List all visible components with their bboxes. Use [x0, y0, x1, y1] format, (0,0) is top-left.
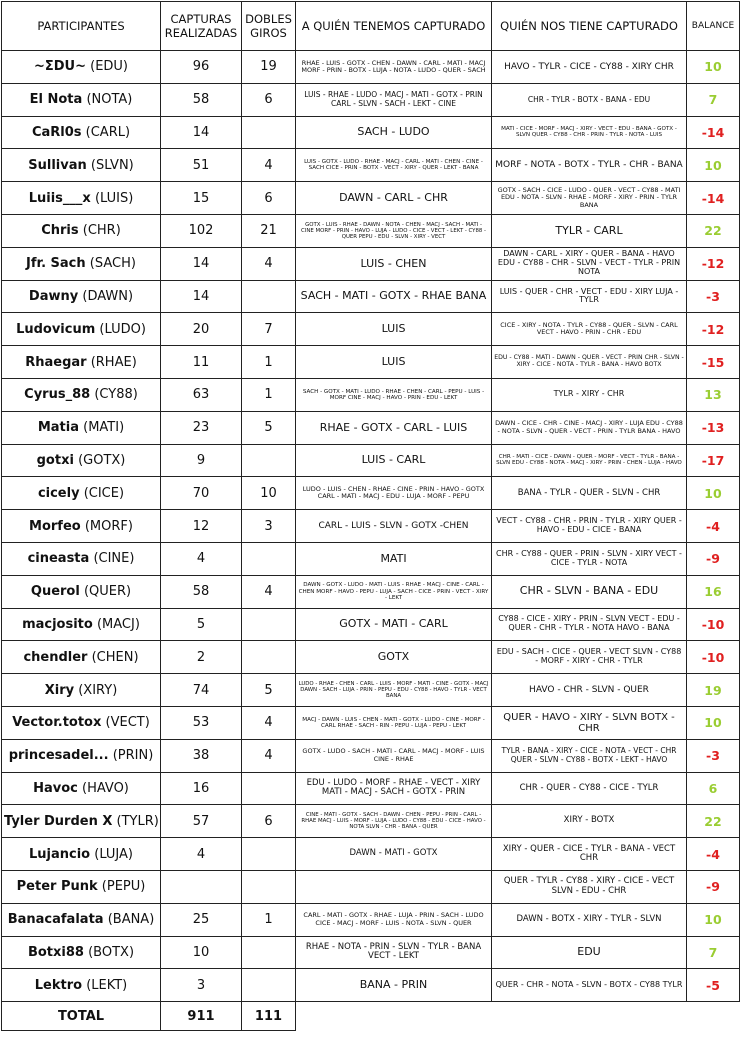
participant-code: (CY88): [94, 387, 138, 403]
balance-cell: 16: [687, 575, 740, 608]
participant-name: gotxi: [36, 452, 74, 468]
tiene-cell: VECT - CY88 - CHR - PRIN - TYLR - XIRY QUER - HAVO - EDU - CICE - BANA: [492, 510, 687, 543]
participant-name: Vector.totox: [12, 715, 102, 731]
dobles-cell: [242, 772, 296, 805]
table-row: [2, 870, 740, 903]
table-row: [2, 346, 740, 379]
balance-cell: -10: [687, 641, 740, 674]
participant-code: (SLVN): [90, 157, 134, 173]
header-row: [2, 2, 740, 51]
participant-name: El Nota: [29, 92, 83, 108]
participant-code: (PEPU): [101, 879, 146, 895]
tiene-cell: QUER - CHR - NOTA - SLVN - BOTX - CY88 TYLR: [492, 969, 687, 1002]
balance-cell: -12: [687, 313, 740, 346]
participant-name: chendler: [23, 649, 88, 665]
header-balance: BALANCE: [687, 2, 740, 51]
table-row: [2, 83, 740, 116]
participant-code: (QUER): [83, 584, 132, 600]
participant-name: Havoc: [33, 780, 78, 796]
tenemos-cell: BANA - PRIN: [296, 969, 492, 1002]
capturas-cell: 74: [161, 674, 242, 707]
tiene-cell: MORF - NOTA - BOTX - TYLR - CHR - BANA: [492, 149, 687, 182]
tenemos-cell: GOTX: [296, 641, 492, 674]
tenemos-cell: RHAE - GOTX - CARL - LUIS: [296, 411, 492, 444]
table-row: [2, 51, 740, 84]
participant-code: (XIRY): [78, 682, 118, 698]
dobles-cell: [242, 936, 296, 969]
balance-cell: 10: [687, 903, 740, 936]
capturas-cell: 5: [161, 608, 242, 641]
participant-code: (SACH): [89, 256, 136, 272]
tiene-cell: MATI - CICE - MORF - MACJ - XIRY - VECT - EDU - BANA - GOTX - SLVN QUER - CY88 - CHR - PRIN - TYLR - NOTA - LUIS: [492, 116, 687, 149]
capturas-cell: 2: [161, 641, 242, 674]
participant-name: Jfr. Sach: [26, 256, 86, 272]
header-tenemos: A QUIÉN TENEMOS CAPTURADO: [296, 2, 492, 51]
table-row: [2, 247, 740, 280]
header-tiene: QUIÉN NOS TIENE CAPTURADO: [492, 2, 687, 51]
participant-code: (DAWN): [82, 288, 134, 304]
table-body: [2, 51, 740, 1002]
capturas-cell: 63: [161, 378, 242, 411]
capturas-cell: 10: [161, 936, 242, 969]
dobles-cell: 6: [242, 83, 296, 116]
balance-cell: -5: [687, 969, 740, 1002]
dobles-cell: 1: [242, 346, 296, 379]
total-blank: [296, 1002, 740, 1031]
dobles-cell: 4: [242, 149, 296, 182]
table-row: [2, 477, 740, 510]
balance-cell: -15: [687, 346, 740, 379]
tiene-cell: HAVO - TYLR - CICE - CY88 - XIRY CHR: [492, 51, 687, 84]
balance-cell: -3: [687, 739, 740, 772]
participant-code: (LUJA): [94, 846, 134, 862]
tiene-cell: CHR - QUER - CY88 - CICE - TYLR: [492, 772, 687, 805]
dobles-cell: [242, 969, 296, 1002]
dobles-cell: 4: [242, 706, 296, 739]
participant-name: Sullivan: [28, 157, 87, 173]
participant-cell: [2, 182, 161, 215]
participant-code: (MORF): [84, 518, 133, 534]
tenemos-cell: DAWN - MATI - GOTX: [296, 838, 492, 871]
participant-name: Cyrus_88: [24, 387, 91, 403]
tiene-cell: EDU - CY88 - MATI - DAWN - QUER - VECT - PRIN CHR - SLVN - XIRY - CICE - NOTA - TYLR - BANA - HAVO BOTX: [492, 346, 687, 379]
tenemos-cell: GOTX - LUDO - SACH - MATI - CARL - MACJ - MORF - LUIS CINE - RHAE: [296, 739, 492, 772]
table-row: [2, 969, 740, 1002]
participant-name: Dawny: [28, 288, 79, 304]
dobles-cell: [242, 444, 296, 477]
participant-cell: [2, 214, 161, 247]
participant-name: Querol: [30, 584, 80, 600]
participant-name: Banacafalata: [7, 912, 104, 928]
tiene-cell: EDU: [492, 936, 687, 969]
participant-cell: [2, 51, 161, 84]
capturas-cell: 11: [161, 346, 242, 379]
capturas-cell: 15: [161, 182, 242, 215]
tiene-cell: TYLR - CARL: [492, 214, 687, 247]
table-row: [2, 313, 740, 346]
capturas-cell: 14: [161, 280, 242, 313]
participant-cell: [2, 575, 161, 608]
dobles-cell: 21: [242, 214, 296, 247]
table-row: [2, 575, 740, 608]
participant-code: (TYLR): [116, 813, 159, 829]
capturas-cell: 70: [161, 477, 242, 510]
participant-name: CaRl0s: [31, 124, 82, 140]
capturas-cell: 57: [161, 805, 242, 838]
dobles-cell: 3: [242, 510, 296, 543]
tenemos-cell: EDU - LUDO - MORF - RHAE - VECT - XIRY MATI - MACJ - SACH - GOTX - PRIN: [296, 772, 492, 805]
capturas-cell: 51: [161, 149, 242, 182]
participant-code: (BOTX): [88, 944, 135, 960]
participant-code: (GOTX): [78, 452, 126, 468]
tiene-cell: DAWN - BOTX - XIRY - TYLR - SLVN: [492, 903, 687, 936]
dobles-cell: 5: [242, 674, 296, 707]
tiene-cell: EDU - SACH - CICE - QUER - VECT SLVN - CY88 - MORF - XIRY - CHR - TYLR: [492, 641, 687, 674]
participant-name: cineasta: [27, 551, 90, 567]
dobles-cell: 19: [242, 51, 296, 84]
header-participantes: PARTICIPANTES: [2, 2, 161, 51]
participant-code: (CARL): [85, 124, 131, 140]
balance-cell: 10: [687, 706, 740, 739]
participant-name: Chris: [41, 223, 79, 239]
tenemos-cell: LUIS - CARL: [296, 444, 492, 477]
participant-name: Botxi88: [27, 944, 84, 960]
dobles-cell: [242, 838, 296, 871]
participant-cell: [2, 772, 161, 805]
header-capturas: CAPTURAS REALIZADAS: [161, 2, 242, 51]
balance-cell: -12: [687, 247, 740, 280]
balance-cell: -4: [687, 838, 740, 871]
tiene-cell: QUER - TYLR - CY88 - XIRY - CICE - VECT SLVN - EDU - CHR: [492, 870, 687, 903]
participant-code: (LUDO): [99, 321, 146, 337]
dobles-cell: 4: [242, 247, 296, 280]
tiene-cell: CHR - CY88 - QUER - PRIN - SLVN - XIRY VECT - CICE - TYLR - NOTA: [492, 542, 687, 575]
participant-code: (MATI): [83, 420, 125, 436]
participant-cell: [2, 903, 161, 936]
capturas-cell: 23: [161, 411, 242, 444]
capturas-cell: 20: [161, 313, 242, 346]
participant-code: (MACJ): [96, 616, 140, 632]
dobles-cell: [242, 280, 296, 313]
participant-code: (LUIS): [94, 190, 134, 206]
tiene-cell: XIRY - BOTX: [492, 805, 687, 838]
capturas-cell: 4: [161, 542, 242, 575]
participant-cell: [2, 247, 161, 280]
participant-cell: [2, 378, 161, 411]
dobles-cell: 7: [242, 313, 296, 346]
balance-cell: 13: [687, 378, 740, 411]
balance-cell: -9: [687, 870, 740, 903]
dobles-cell: 1: [242, 378, 296, 411]
participant-cell: [2, 149, 161, 182]
tenemos-cell: [296, 870, 492, 903]
balance-cell: -17: [687, 444, 740, 477]
capturas-cell: 25: [161, 903, 242, 936]
capturas-cell: 16: [161, 772, 242, 805]
table-row: [2, 838, 740, 871]
capturas-cell: 12: [161, 510, 242, 543]
table-row: [2, 936, 740, 969]
tenemos-cell: LUIS: [296, 346, 492, 379]
capturas-cell: 38: [161, 739, 242, 772]
header-dobles: DOBLES GIROS: [242, 2, 296, 51]
capturas-cell: 53: [161, 706, 242, 739]
participant-cell: [2, 313, 161, 346]
participant-cell: [2, 969, 161, 1002]
participant-name: Ludovicum: [16, 321, 96, 337]
balance-cell: -14: [687, 182, 740, 215]
participant-code: (RHAE): [90, 354, 137, 370]
balance-cell: 22: [687, 214, 740, 247]
ranking-table: [1, 1, 740, 1031]
table-row: [2, 411, 740, 444]
table-row: [2, 674, 740, 707]
participant-code: (HAVO): [82, 780, 129, 796]
total-dobles: 111: [242, 1002, 296, 1031]
table-row: [2, 510, 740, 543]
tiene-cell: BANA - TYLR - QUER - SLVN - CHR: [492, 477, 687, 510]
dobles-cell: 4: [242, 739, 296, 772]
table-row: [2, 444, 740, 477]
participant-cell: [2, 280, 161, 313]
tenemos-cell: CINE - MATI - GOTX - SACH - DAWN - CHEN - PEPU - PRIN - CARL - RHAE MACJ - LUIS - MORF - LUJA - LUDO - CY88 - EDU - CICE - HAVO - NOTA SLVN - CHR - BANA - QUER: [296, 805, 492, 838]
dobles-cell: 4: [242, 575, 296, 608]
dobles-cell: [242, 641, 296, 674]
table-row: [2, 903, 740, 936]
capturas-cell: 14: [161, 247, 242, 280]
dobles-cell: 6: [242, 805, 296, 838]
participant-name: Lektro: [34, 977, 83, 993]
dobles-cell: [242, 542, 296, 575]
participant-code: (CICE): [83, 485, 125, 501]
tenemos-cell: LUDO - LUIS - CHEN - RHAE - CINE - PRIN - HAVO - GOTX CARL - MATI - MACJ - EDU - LUJA - MORF - PEPU: [296, 477, 492, 510]
dobles-cell: [242, 116, 296, 149]
participant-name: Xiry: [44, 682, 75, 698]
table-row: [2, 378, 740, 411]
table-row: [2, 182, 740, 215]
table-row: [2, 641, 740, 674]
participant-cell: [2, 444, 161, 477]
table-row: [2, 116, 740, 149]
tenemos-cell: CARL - MATI - GOTX - RHAE - LUJA - PRIN - SACH - LUDO CICE - MACJ - MORF - LUIS - NOTA - SLVN - QUER: [296, 903, 492, 936]
tiene-cell: CICE - XIRY - NOTA - TYLR - CY88 - QUER - SLVN - CARL VECT - HAVO - PRIN - CHR - EDU: [492, 313, 687, 346]
total-label: TOTAL: [2, 1002, 161, 1031]
balance-cell: -14: [687, 116, 740, 149]
participant-code: (PRIN): [112, 748, 154, 764]
tiene-cell: CHR - MATI - CICE - DAWN - QUER - MORF - VECT - TYLR - BANA - SLVN EDU - CY88 - NOTA - MACJ - XIRY - PRIN - CHEN - LUJA - HAVO: [492, 444, 687, 477]
participant-cell: [2, 641, 161, 674]
participant-cell: [2, 510, 161, 543]
dobles-cell: [242, 870, 296, 903]
tenemos-cell: RHAE - NOTA - PRIN - SLVN - TYLR - BANA VECT - LEKT: [296, 936, 492, 969]
capturas-cell: 3: [161, 969, 242, 1002]
balance-cell: -10: [687, 608, 740, 641]
participant-code: (LEKT): [86, 977, 128, 993]
capturas-cell: 102: [161, 214, 242, 247]
balance-cell: 6: [687, 772, 740, 805]
participant-cell: [2, 936, 161, 969]
participant-cell: [2, 346, 161, 379]
table-row: [2, 149, 740, 182]
participant-name: ~ΣDU~: [33, 59, 86, 75]
table-row: [2, 739, 740, 772]
dobles-cell: 6: [242, 182, 296, 215]
tiene-cell: CHR - SLVN - BANA - EDU: [492, 575, 687, 608]
balance-cell: -9: [687, 542, 740, 575]
balance-cell: 22: [687, 805, 740, 838]
tenemos-cell: GOTX - MATI - CARL: [296, 608, 492, 641]
participant-code: (CHEN): [91, 649, 139, 665]
tenemos-cell: LUIS - GOTX - LUDO - RHAE - MACJ - CARL - MATI - CHEN - CINE - SACH CICE - PRIN - BOTX - VECT - XIRY - QUER - LEKT - BANA: [296, 149, 492, 182]
capturas-cell: 9: [161, 444, 242, 477]
tenemos-cell: LUDO - RHAE - CHEN - CARL - LUIS - MORF - MATI - CINE - GOTX - MACJ DAWN - SACH - LUJA - PRIN - PEPU - EDU - CY88 - HAVO - TYLR - VECT BANA: [296, 674, 492, 707]
tenemos-cell: SACH - LUDO: [296, 116, 492, 149]
participant-cell: [2, 870, 161, 903]
table-row: [2, 214, 740, 247]
balance-cell: -13: [687, 411, 740, 444]
capturas-cell: 14: [161, 116, 242, 149]
participant-name: cicely: [37, 485, 80, 501]
participant-name: Peter Punk: [16, 879, 98, 895]
tenemos-cell: LUIS: [296, 313, 492, 346]
balance-cell: 10: [687, 149, 740, 182]
balance-cell: 7: [687, 83, 740, 116]
capturas-cell: 58: [161, 575, 242, 608]
table-row: [2, 280, 740, 313]
capturas-cell: [161, 870, 242, 903]
total-capturas: 911: [161, 1002, 242, 1031]
participant-cell: [2, 411, 161, 444]
participant-cell: [2, 674, 161, 707]
participant-cell: [2, 739, 161, 772]
tiene-cell: LUIS - QUER - CHR - VECT - EDU - XIRY LUJA - TYLR: [492, 280, 687, 313]
tiene-cell: CHR - TYLR - BOTX - BANA - EDU: [492, 83, 687, 116]
table-row: [2, 608, 740, 641]
tiene-cell: CY88 - CICE - XIRY - PRIN - SLVN VECT - EDU - QUER - CHR - TYLR - NOTA HAVO - BANA: [492, 608, 687, 641]
participant-name: Morfeo: [29, 518, 81, 534]
tenemos-cell: SACH - MATI - GOTX - RHAE BANA: [296, 280, 492, 313]
participant-cell: [2, 477, 161, 510]
balance-cell: -4: [687, 510, 740, 543]
tiene-cell: XIRY - QUER - CICE - TYLR - BANA - VECT CHR: [492, 838, 687, 871]
dobles-cell: [242, 608, 296, 641]
participant-name: Tyler Durden X: [4, 813, 113, 829]
balance-cell: 7: [687, 936, 740, 969]
tenemos-cell: LUIS - RHAE - LUDO - MACJ - MATI - GOTX - PRIN CARL - SLVN - SACH - LEKT - CINE: [296, 83, 492, 116]
tiene-cell: DAWN - CICE - CHR - CINE - MACJ - XIRY - LUJA EDU - CY88 - NOTA - SLVN - QUER - VECT - PRIN - TYLR BANA - HAVO: [492, 411, 687, 444]
tenemos-cell: DAWN - GOTX - LUDO - MATI - LUIS - RHAE - MACJ - CINE - CARL - CHEN MORF - HAVO - PEPU - LUJA - SACH - CICE - PRIN - VECT - XIRY - LEKT: [296, 575, 492, 608]
tenemos-cell: SACH - GOTX - MATI - LUDO - RHAE - CHEN - CARL - PEPU - LUIS - MORF CINE - MACJ - HAVO - PRIN - EDU - LEKT: [296, 378, 492, 411]
participant-name: Matia: [37, 420, 79, 436]
participant-cell: [2, 838, 161, 871]
capturas-cell: 58: [161, 83, 242, 116]
participant-cell: [2, 608, 161, 641]
tiene-cell: HAVO - CHR - SLVN - QUER: [492, 674, 687, 707]
tiene-cell: GOTX - SACH - CICE - LUDO - QUER - VECT - CY88 - MATI EDU - NOTA - SLVN - RHAE - MORF - XIRY - PRIN - TYLR BANA: [492, 182, 687, 215]
balance-cell: 19: [687, 674, 740, 707]
participant-cell: [2, 805, 161, 838]
total-row: [2, 1002, 740, 1031]
participant-name: Lujancio: [28, 846, 91, 862]
participant-code: (BANA): [107, 912, 155, 928]
participant-code: (VECT): [105, 715, 150, 731]
capturas-cell: 4: [161, 838, 242, 871]
tiene-cell: QUER - HAVO - XIRY - SLVN BOTX - CHR: [492, 706, 687, 739]
balance-cell: 10: [687, 51, 740, 84]
balance-cell: 10: [687, 477, 740, 510]
participant-cell: [2, 116, 161, 149]
participant-cell: [2, 83, 161, 116]
participant-code: (NOTA): [86, 92, 133, 108]
tiene-cell: DAWN - CARL - XIRY - QUER - BANA - HAVO EDU - CY88 - CHR - SLVN - VECT - TYLR - PRIN NOTA: [492, 247, 687, 280]
table-row: [2, 542, 740, 575]
capturas-cell: 96: [161, 51, 242, 84]
table-row: [2, 706, 740, 739]
participant-cell: [2, 706, 161, 739]
tiene-cell: TYLR - BANA - XIRY - CICE - NOTA - VECT - CHR QUER - SLVN - CY88 - BOTX - LEKT - HAVO: [492, 739, 687, 772]
participant-name: macjosito: [22, 616, 93, 632]
participant-cell: [2, 542, 161, 575]
tiene-cell: TYLR - XIRY - CHR: [492, 378, 687, 411]
tenemos-cell: CARL - LUIS - SLVN - GOTX -CHEN: [296, 510, 492, 543]
tenemos-cell: DAWN - CARL - CHR: [296, 182, 492, 215]
participant-code: (CINE): [93, 551, 135, 567]
participant-code: (CHR): [82, 223, 121, 239]
table-row: [2, 772, 740, 805]
tenemos-cell: GOTX - LUIS - RHAE - DAWN - NOTA - CHEN - MACJ - SACH - MATI - CINE MORF - PRIN - HAVO - LUJA - LUDO - CICE - VECT - LEKT - CY88 - QUER PEPU - EDU - SLVN - XIRY - VECT: [296, 214, 492, 247]
participant-name: Luiis___x: [28, 190, 91, 206]
tenemos-cell: MACJ - DAWN - LUIS - CHEN - MATI - GOTX - LUDO - CINE - MORF - CARL RHAE - SACH - RIN - PEPU - LUJA - PEPU - LEKT: [296, 706, 492, 739]
participant-name: princesadel...: [8, 748, 109, 764]
dobles-cell: 1: [242, 903, 296, 936]
dobles-cell: 10: [242, 477, 296, 510]
table-row: [2, 805, 740, 838]
tenemos-cell: MATI: [296, 542, 492, 575]
tenemos-cell: RHAE - LUIS - GOTX - CHEN - DAWN - CARL - MATI - MACJ MORF - PRIN - BOTX - LUJA - NOTA - LUDO - QUER - SACH: [296, 51, 492, 84]
tenemos-cell: LUIS - CHEN: [296, 247, 492, 280]
participant-name: Rhaegar: [25, 354, 87, 370]
dobles-cell: 5: [242, 411, 296, 444]
balance-cell: -3: [687, 280, 740, 313]
participant-code: (EDU): [90, 59, 129, 75]
